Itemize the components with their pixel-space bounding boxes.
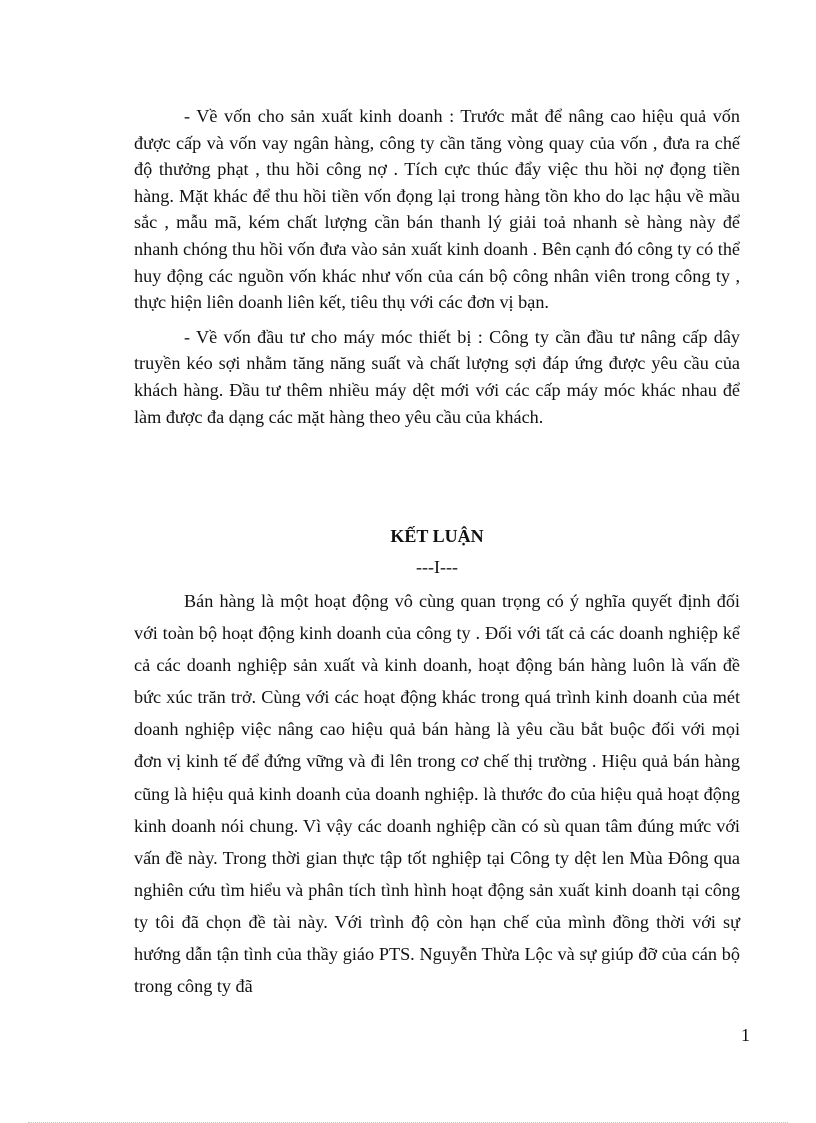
body-text-top <box>134 103 740 430</box>
paragraph-capital-equipment: - Về vốn đầu tư cho máy móc thiết bị : Công ty cần đầu tư nâng cấp dây truyền kéo sợi nhằm tăng năng suất và chất lượng sợi đáp ứng được yêu cầu của khách hàng. Đầu tư thêm nhiều máy dệt mới với các cấp máy móc khác nhau để làm được đa dạng các mặt hàng theo yêu cầu của khách. <box>134 326 740 427</box>
page-number: 1 <box>741 1025 750 1045</box>
conclusion-text <box>134 585 740 1002</box>
paragraph-capital-production: - Về vốn cho sản xuất kinh doanh : Trước mắt để nâng cao hiệu quả vốn được cấp và vốn vay ngân hàng, công ty cần tăng vòng quay của vốn , đưa ra chế độ thưởng phạt , thu hồi công nợ . Tích cực thúc đẩy việc thu hồi nợ đọng tiền hàng. Mặt khác để thu hồi tiền vốn đọng lại trong hàng tồn kho do lạc hậu về mầu sắc , mẫu mã, kém chất lượng cần bán thanh lý giải toả nhanh sè hàng này để nhanh chóng thu hồi vốn đưa vào sản xuất kinh doanh . Bên cạnh đó công ty có thể huy động các nguồn vốn khác như vốn của cán bộ công nhân viên trong công ty , thực hiện liên doanh liên kết, tiêu thụ với các đơn vị bạn. <box>134 106 740 313</box>
section-title: KẾT LUẬN <box>390 526 484 546</box>
paragraph-conclusion: Bán hàng là một hoạt động vô cùng quan trọng có ý nghĩa quyết định đối với toàn bộ hoạt động kinh doanh của công ty . Đối với tất cả các doanh nghiệp kể cả các doanh nghiệp sản xuất và kinh doanh, hoạt động bán hàng luôn là vấn đề bức xúc trăn trở. Cùng với các hoạt động khác trong quá trình kinh doanh của mét doanh nghiệp việc nâng cao hiệu quả bán hàng là yêu cầu bắt buộc đối với mọi đơn vị kinh tế để đứng vững và đi lên trong cơ chế thị trường . Hiệu quả bán hàng cũng là hiệu quả kinh doanh của doanh nghiệp. là thước đo của hiệu quả hoạt động kinh doanh nói chung. Vì vậy các doanh nghiệp cần có sù quan tâm đúng mức với vấn đề này. Trong thời gian thực tập tốt nghiệp tại Công ty dệt len Mùa Đông qua nghiên cứu tìm hiểu và phân tích tình hình hoạt động sản xuất kinh doanh tại công ty tôi đã chọn đề tài này. Với trình độ còn hạn chế của mình đồng thời với sự hướng dẫn tận tình của thầy giáo PTS. Nguyễn Thừa Lộc và sự giúp đỡ của cán bộ trong công ty đã <box>134 591 740 997</box>
section-subtitle: ---I--- <box>416 557 458 577</box>
